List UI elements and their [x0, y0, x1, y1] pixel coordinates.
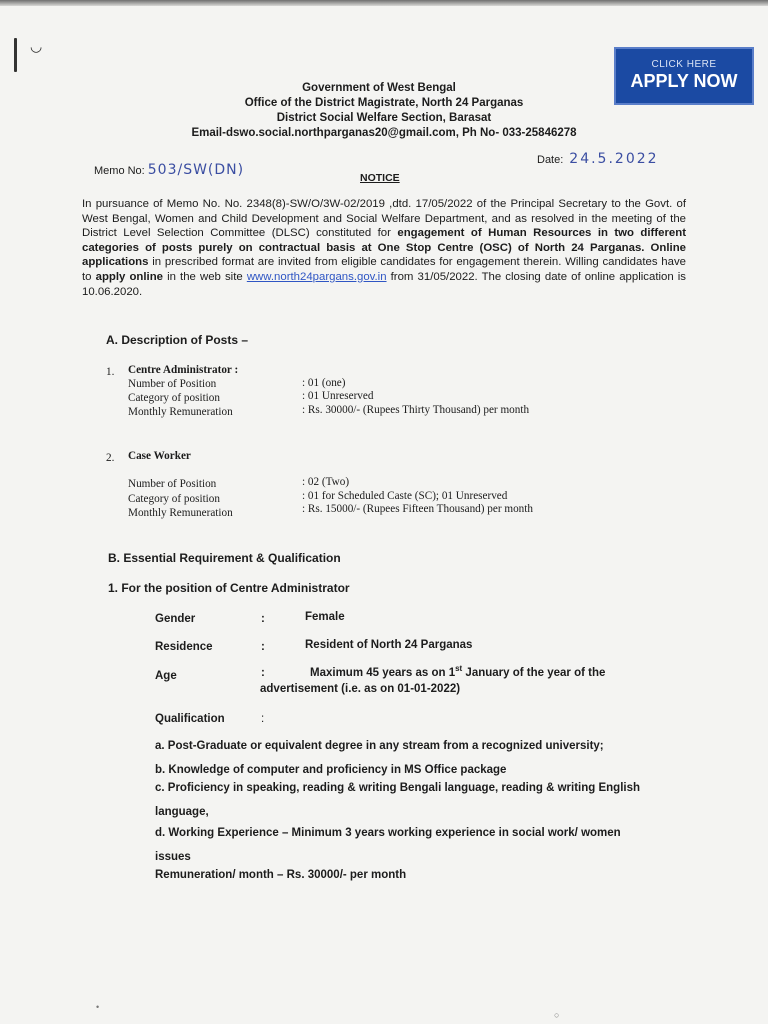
memo-number	[94, 162, 244, 178]
post-row-label: Number of Position	[128, 378, 217, 390]
post-title: Centre Administrator :	[128, 364, 239, 376]
age-value-text: Maximum 45 years as on 1	[310, 666, 456, 679]
website-link[interactable]: www.north24pargans.gov.in	[246, 270, 387, 283]
post-row-label: Monthly Remuneration	[128, 507, 233, 519]
gender-label: Gender	[155, 613, 196, 625]
section-b-title: B. Essential Requirement & Qualification	[108, 551, 341, 565]
intro-bold: apply online	[95, 270, 163, 283]
post-row-value: : Rs. 15000/- (Rupees Fifteen Thousand) per month	[302, 503, 533, 515]
date-handwritten-value: 24.5.2022	[569, 151, 659, 167]
age-value-text: January of the year of the	[462, 666, 606, 679]
scan-mark	[14, 38, 17, 72]
post-row-value: : Rs. 30000/- (Rupees Thirty Thousand) per month	[302, 404, 530, 416]
letterhead-line: District Social Welfare Section, Barasat	[276, 112, 492, 124]
qualification-label: Qualification	[155, 713, 225, 725]
section-b-subtitle: 1. For the position of Centre Administrator	[108, 581, 350, 595]
age-label: Age	[155, 670, 177, 682]
letterhead-line: Office of the District Magistrate, North 24 Parganas	[244, 97, 524, 109]
field-colon: :	[261, 667, 265, 679]
qualification-item: d. Working Experience – Minimum 3 years working experience in social work/ women	[155, 827, 621, 839]
post-row-label: Category of position	[128, 392, 220, 404]
qualification-item: c. Proficiency in speaking, reading & writing Bengali language, reading & writing English	[155, 782, 640, 794]
section-a-title: A. Description of Posts –	[106, 333, 249, 347]
field-colon: :	[261, 641, 265, 653]
scan-speck: ○	[554, 1010, 560, 1020]
memo-label: Memo No:	[94, 165, 145, 177]
notice-body	[82, 197, 686, 299]
date-label: Date:	[537, 154, 564, 166]
age-value-line2: advertisement (i.e. as on 01-01-2022)	[260, 683, 461, 695]
scan-mark: ◡	[30, 38, 43, 54]
qualification-item: b. Knowledge of computer and proficiency in MS Office package	[155, 764, 507, 776]
apply-button-small-label: CLICK HERE	[651, 59, 717, 70]
post-row-value: : 01 Unreserved	[302, 390, 374, 402]
post-number: 2.	[106, 452, 115, 464]
post-row-label: Category of position	[128, 493, 220, 505]
scan-top-edge	[0, 0, 768, 6]
residence-label: Residence	[155, 641, 213, 653]
qualification-item: a. Post-Graduate or equivalent degree in any stream from a recognized university;	[155, 740, 604, 752]
notice-title: NOTICE	[360, 172, 400, 184]
field-colon: :	[261, 613, 265, 625]
qualification-item: language,	[155, 806, 209, 818]
intro-text: from 31/05/2022. The closing date of online application is 10.06.2020.	[82, 270, 687, 298]
remuneration-line: Remuneration/ month – Rs. 30000/- per month	[155, 869, 407, 881]
notice-date	[537, 151, 659, 167]
post-title: Case Worker	[128, 450, 191, 462]
post-row-value: : 02 (Two)	[302, 476, 350, 488]
field-colon: :	[261, 713, 265, 725]
intro-text: in the web site	[163, 270, 247, 283]
letterhead	[0, 81, 768, 141]
post-row-value: : 01 (one)	[302, 377, 346, 389]
intro-text: In pursuance of Memo No. No. 2348(8)-SW/O/3W-02/2019 ,dtd. 17/05/2022 of the Principal Secretary to the Govt. of West Bengal, Women and Child Development and Social Welfare Department, and as resolved in the meeting of the District Level Selection Committee (DLSC) constituted for	[82, 198, 686, 240]
post-row-value: : 01 for Scheduled Caste (SC); 01 Unreserved	[302, 490, 508, 502]
memo-handwritten-value: 503/SW(DN)	[147, 162, 245, 178]
post-row-label: Number of Position	[128, 478, 217, 490]
post-row-label: Monthly Remuneration	[128, 406, 233, 418]
age-value-sup: st	[455, 664, 463, 673]
post-number: 1.	[106, 366, 115, 378]
apply-button-big-label: APPLY NOW	[630, 71, 738, 91]
letterhead-contact: Email-dswo.social.northparganas20@gmail.com, Ph No- 033-25846278	[191, 127, 577, 139]
qualification-item: issues	[155, 851, 191, 863]
intro-bold: engagement of Human Resources in two different categories of posts purely on contractual basis at One Stop Centre (OSC) of North 24 Parganas. Online applications	[82, 227, 686, 269]
letterhead-line: Government of West Bengal	[302, 82, 456, 94]
age-value	[310, 664, 686, 679]
residence-value: Resident of North 24 Parganas	[305, 639, 473, 651]
gender-value: Female	[305, 611, 345, 623]
scan-speck: •	[96, 1002, 100, 1012]
intro-text: in prescribed format are invited from eligible candidates for engagement therein. Willing candidates have to	[82, 256, 686, 283]
